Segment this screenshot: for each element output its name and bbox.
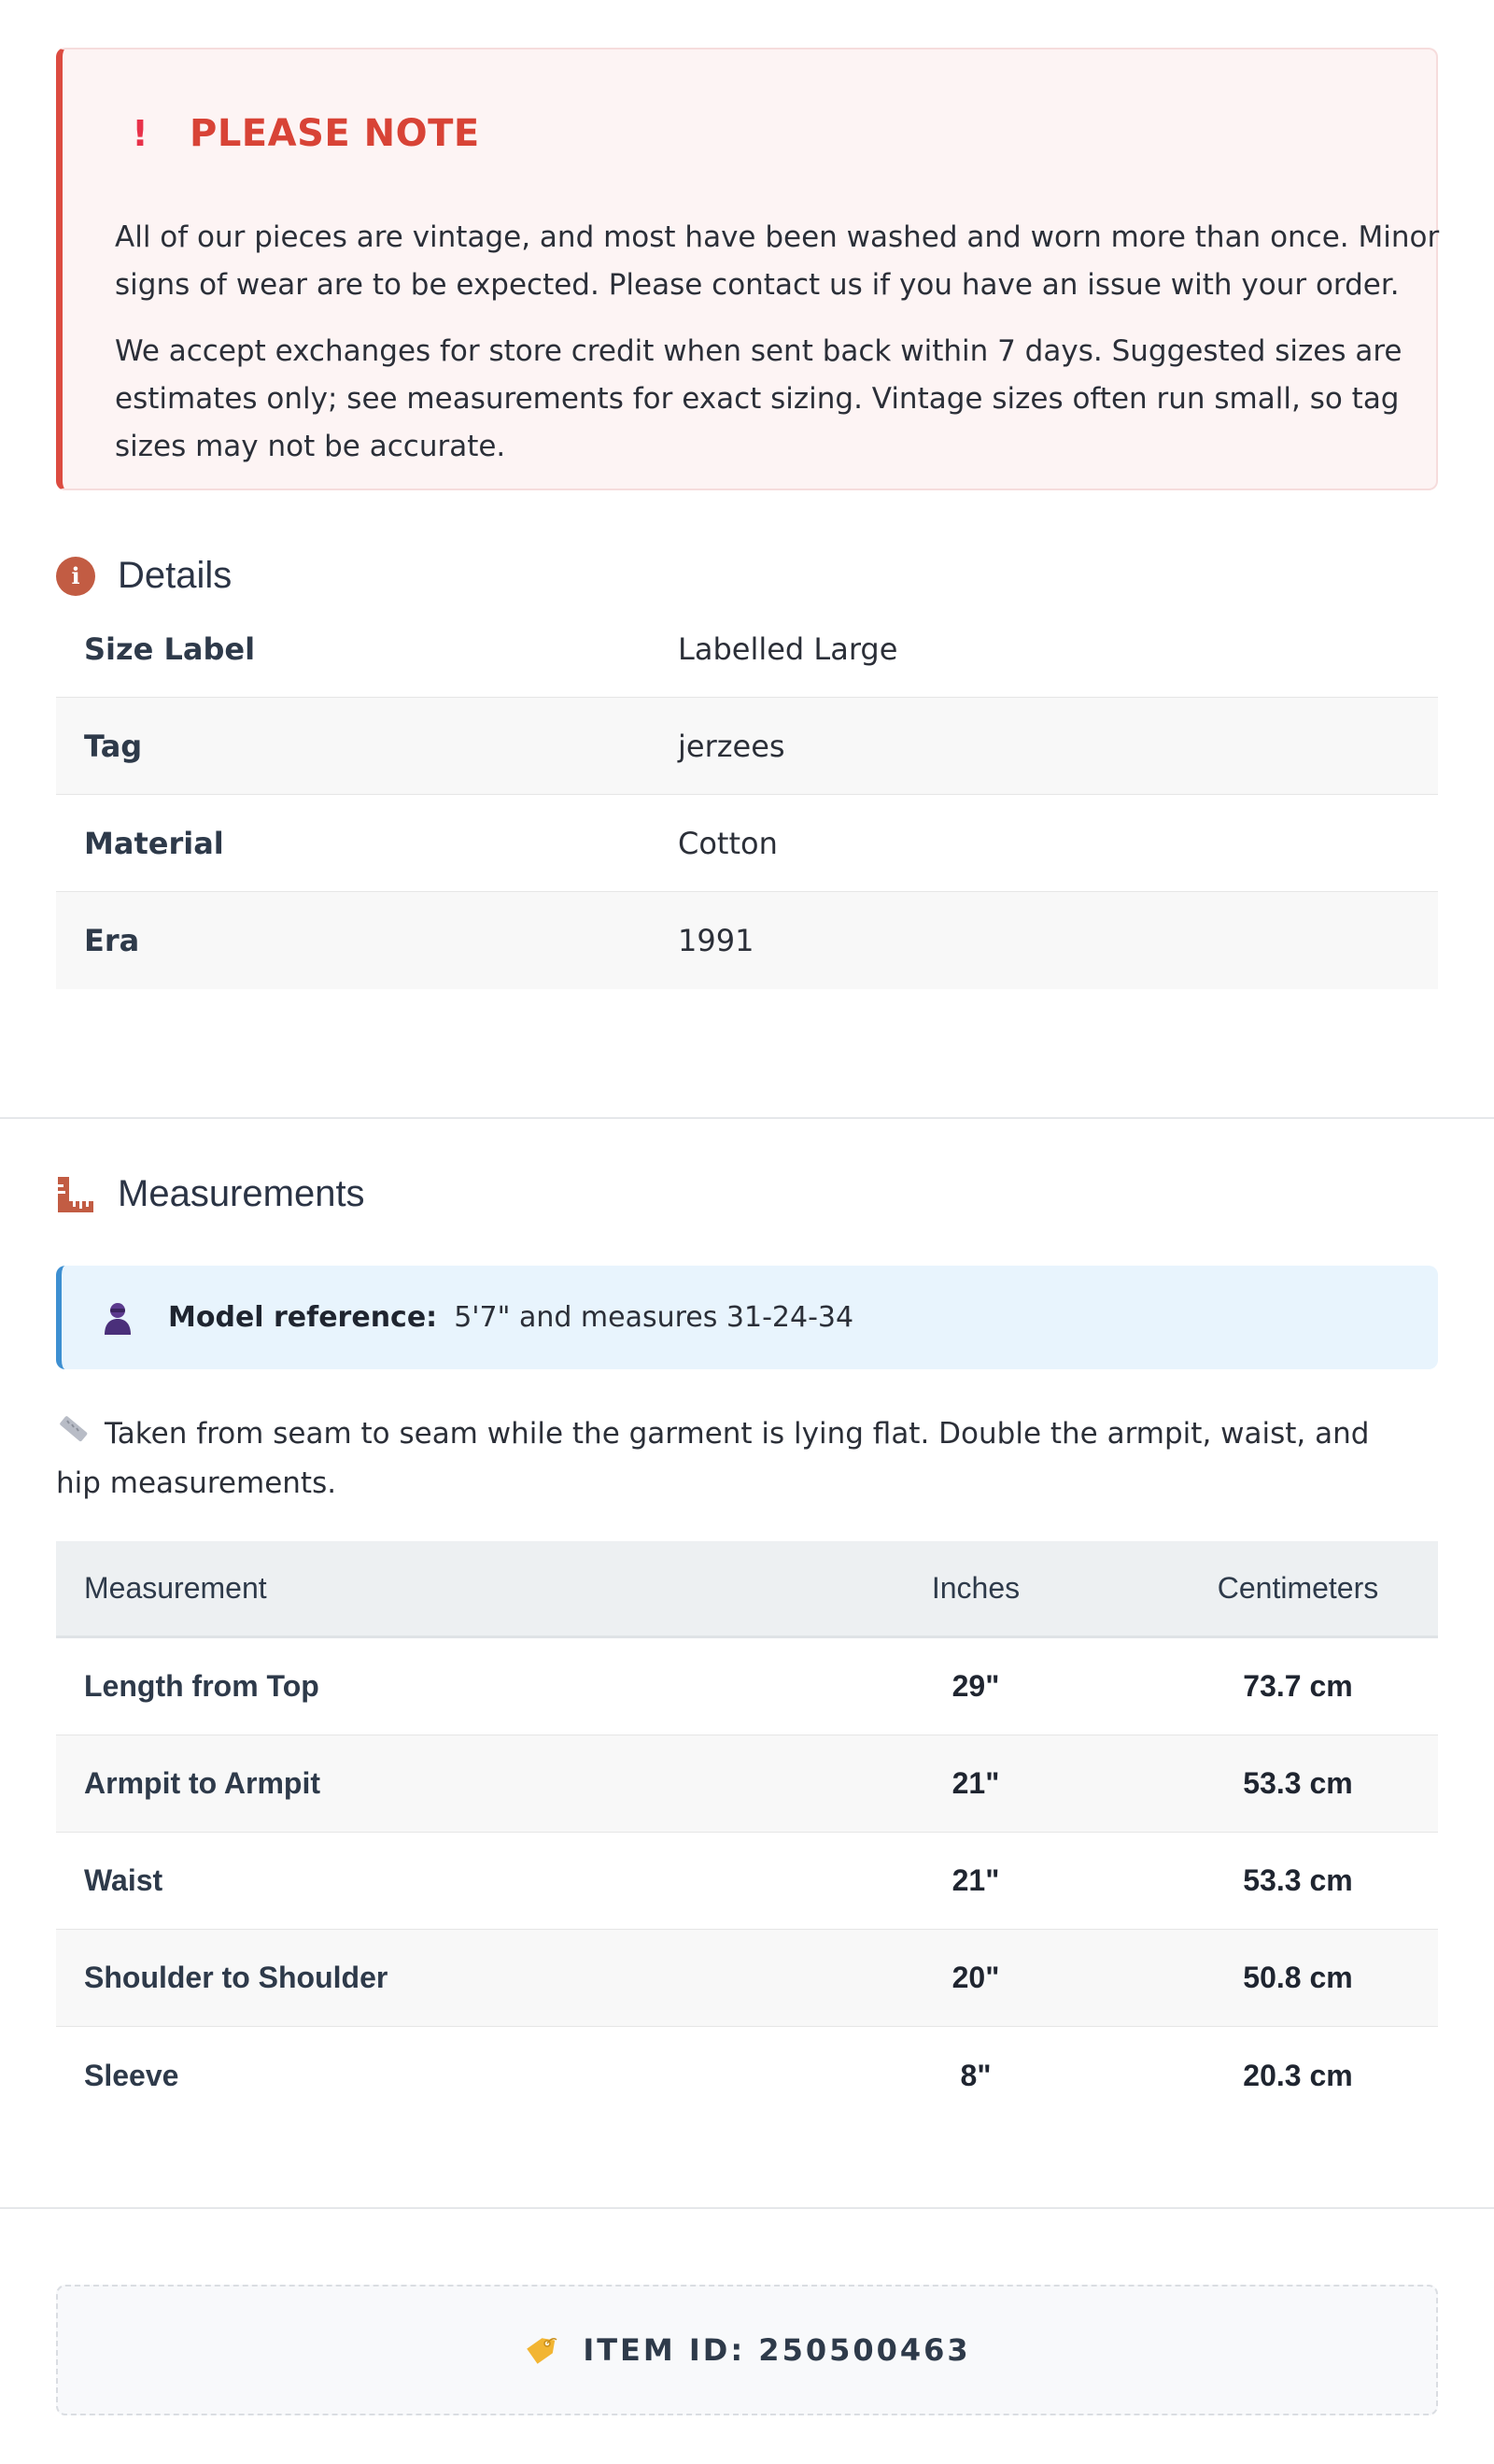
table-row — [56, 601, 1438, 698]
measurement-name: Waist — [84, 1863, 163, 1897]
item-id-text: ITEM ID: 250500463 — [583, 2332, 971, 2368]
detail-label: Era — [84, 923, 140, 958]
person-icon — [99, 1301, 136, 1335]
item-id-box — [56, 2285, 1438, 2415]
details-heading — [56, 555, 232, 597]
measurement-note-text: Taken from seam to seam while the garment is lying flat. Double the armpit, waist, and hip measurements. — [56, 1417, 1370, 1500]
detail-value: Cotton — [678, 825, 778, 861]
details-title: Details — [118, 555, 233, 596]
ruler-icon — [56, 1411, 92, 1460]
measurement-cm: 20.3 cm — [1243, 2058, 1353, 2092]
table-row — [56, 1638, 1438, 1735]
model-reference-label: Model reference: — [168, 1301, 438, 1334]
tag-icon — [523, 2334, 560, 2366]
table-row — [56, 698, 1438, 795]
table-row — [56, 2027, 1438, 2124]
detail-label: Tag — [84, 728, 143, 764]
measurements-table — [56, 1541, 1438, 2124]
measurement-name: Length from Top — [84, 1669, 319, 1703]
measurement-cm: 50.8 cm — [1243, 1961, 1353, 1994]
column-header: Centimeters — [1217, 1571, 1379, 1605]
measurement-inches: 21" — [951, 1863, 1000, 1897]
measurement-cm: 53.3 cm — [1243, 1766, 1353, 1800]
section-divider — [0, 2207, 1494, 2209]
table-header — [56, 1541, 1438, 1638]
measurements-heading — [56, 1173, 365, 1215]
detail-value: 1991 — [678, 923, 754, 958]
measurement-name: Sleeve — [84, 2058, 179, 2092]
measurement-inches: 8" — [960, 2058, 992, 2092]
measurement-inches: 20" — [951, 1961, 1000, 1994]
please-note-box — [56, 48, 1438, 490]
info-icon: i — [56, 557, 95, 596]
table-row — [56, 795, 1438, 892]
table-row — [56, 892, 1438, 989]
detail-value: Labelled Large — [678, 630, 898, 667]
measurement-cm: 73.7 cm — [1243, 1669, 1353, 1703]
details-table — [56, 601, 1438, 989]
detail-label: Size Label — [84, 630, 256, 667]
table-row — [56, 1930, 1438, 2027]
notice-title: PLEASE NOTE — [190, 112, 480, 155]
column-header: Inches — [931, 1571, 1021, 1605]
measurement-inches: 29" — [951, 1669, 1000, 1703]
table-body — [56, 1638, 1438, 2124]
notice-paragraph: We accept exchanges for store credit when sent back within 7 days. Suggested sizes are estimates only; see measurements for exact sizing. Vintage sizes often run small, so tag sizes may not be accurate. — [115, 334, 1402, 463]
measurement-name: Armpit to Armpit — [84, 1766, 321, 1800]
measurement-inches: 21" — [951, 1766, 1000, 1800]
section-divider — [0, 1117, 1494, 1119]
column-header: Measurement — [84, 1571, 267, 1605]
notice-paragraph: All of our pieces are vintage, and most have been washed and worn more than once. Minor signs of wear are to be expected. Please contact us if you have an issue with your order. — [115, 220, 1440, 302]
detail-value: jerzees — [678, 728, 785, 764]
notice-header — [126, 107, 480, 160]
detail-label: Material — [84, 825, 224, 861]
measurements-title: Measurements — [118, 1173, 365, 1214]
model-reference-value: 5'7" and measures 31-24-34 — [454, 1301, 854, 1334]
measurement-cm: 53.3 cm — [1243, 1863, 1353, 1897]
model-reference-box — [56, 1266, 1438, 1369]
exclamation-icon: ! — [132, 113, 148, 154]
measurement-name: Shoulder to Shoulder — [84, 1961, 388, 1994]
measurement-note — [56, 1410, 1401, 1508]
table-row — [56, 1833, 1438, 1930]
ruler-icon — [56, 1175, 95, 1214]
table-row — [56, 1735, 1438, 1833]
